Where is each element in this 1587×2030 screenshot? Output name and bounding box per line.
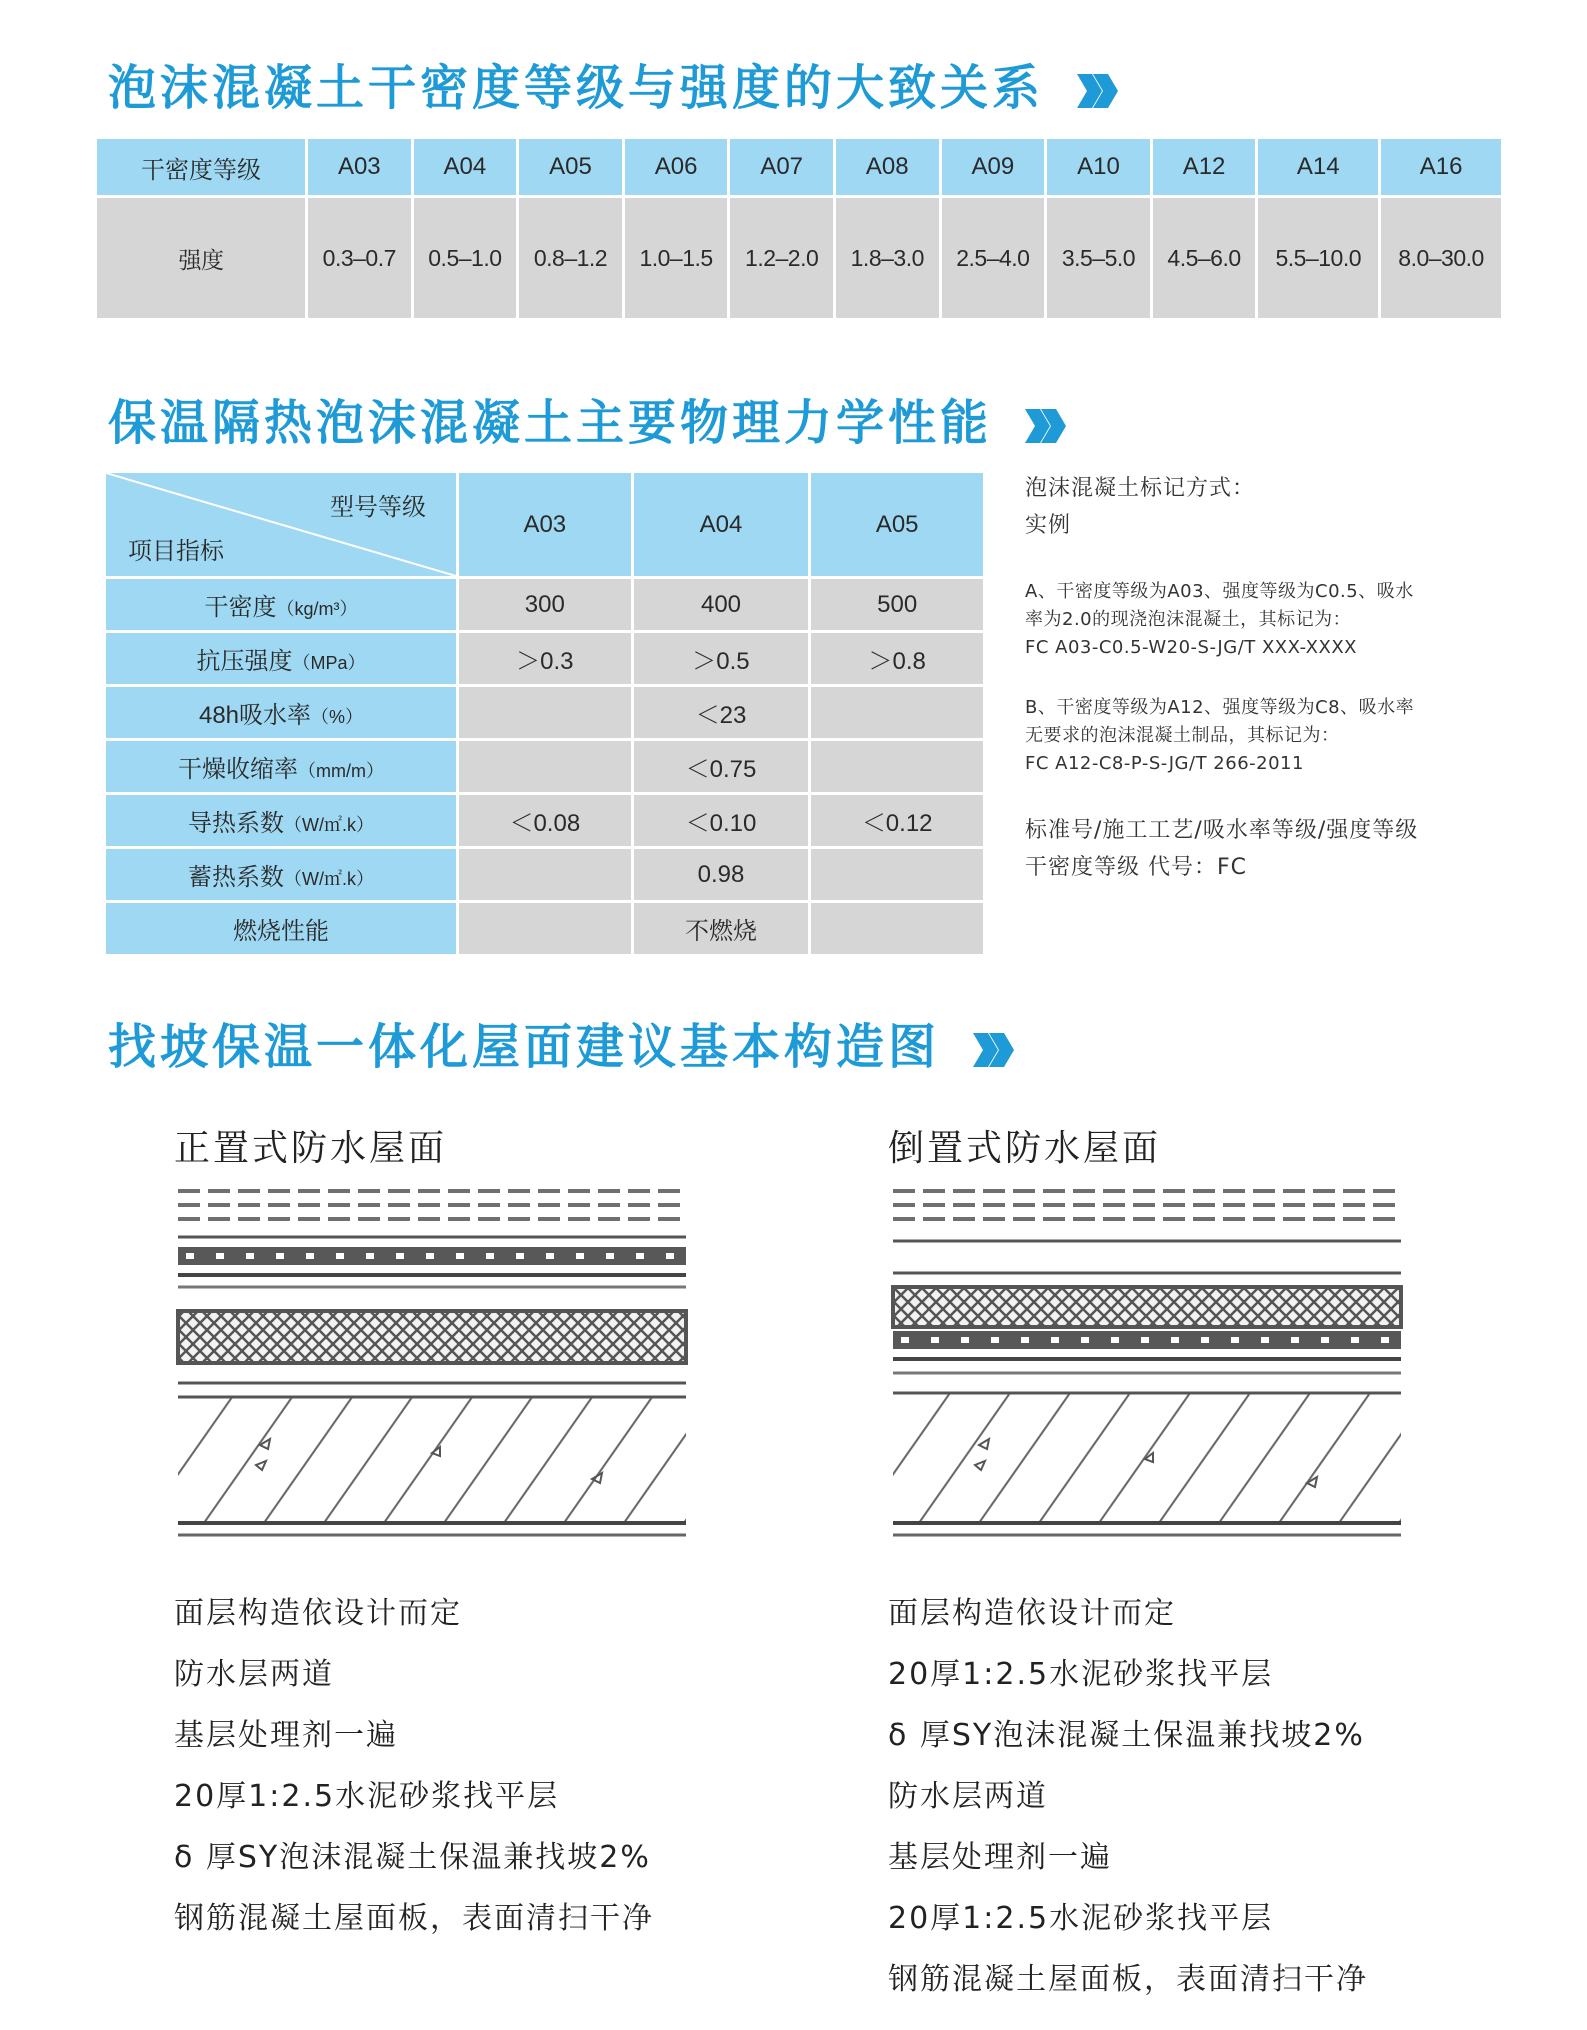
grade-cell: A14 <box>1258 139 1378 195</box>
section2-title: 保温隔热泡沫混凝土主要物理力学性能 <box>108 399 1069 447</box>
grade-cell: A09 <box>942 139 1045 195</box>
strength-row-header: 强度 <box>97 198 305 318</box>
marking-heading: 泡沫混凝土标记方式： <box>1025 476 1256 501</box>
example-a-code: FC A03-C0.5-W20-S-JG/T XXX-XXXX <box>1025 637 1357 658</box>
table-row <box>106 849 983 900</box>
property-label: 导热系数 <box>188 810 284 837</box>
column-header-cell: A04 <box>634 473 809 576</box>
grade-cell: A07 <box>730 139 833 195</box>
empty-cell <box>459 687 631 738</box>
value-cell: 400 <box>634 579 809 630</box>
merged-value-cell: 不燃烧 <box>634 903 809 954</box>
table-row <box>106 741 983 792</box>
strength-cell: 0.8–1.2 <box>519 198 622 318</box>
table-row <box>106 687 983 738</box>
layer-item: 基层处理剂一遍 <box>174 1718 398 1753</box>
empty-cell <box>459 849 631 900</box>
value-cell: ＞0.3 <box>459 633 631 684</box>
layer-item: δ 厚SY泡沫混凝土保温兼找坡2% <box>888 1718 1365 1753</box>
grade-cell: A06 <box>625 139 728 195</box>
legend-line1: 标准号/施工工艺/吸水率等级/强度等级 <box>1025 818 1419 843</box>
table-row <box>106 579 983 630</box>
legend-line2: 干密度等级 代号：FC <box>1025 855 1248 880</box>
strength-cell: 0.5–1.0 <box>414 198 517 318</box>
empty-cell <box>811 741 983 792</box>
layer-item: 防水层两道 <box>174 1657 334 1692</box>
example-b-code: FC A12-C8-P-S-JG/T 266-2011 <box>1025 753 1304 774</box>
example-b-line1: B、干密度等级为A12、强度等级为C8、吸水率 <box>1025 697 1415 718</box>
property-unit: （W/㎡.k） <box>284 869 374 889</box>
section3-title: 找坡保温一体化屋面建议基本构造图 <box>108 1023 1017 1071</box>
property-label-cell <box>106 741 456 792</box>
property-label-cell <box>106 795 456 846</box>
strength-cell: 1.8–3.0 <box>836 198 939 318</box>
grade-cell: A10 <box>1047 139 1150 195</box>
grade-cell: A03 <box>308 139 411 195</box>
value-cell: 300 <box>459 579 631 630</box>
grade-cell: A08 <box>836 139 939 195</box>
example-heading: 实例 <box>1025 513 1072 538</box>
empty-cell <box>459 903 631 954</box>
empty-cell <box>811 687 983 738</box>
property-label-cell <box>106 903 456 954</box>
upright-roof-diagram <box>172 1183 692 1545</box>
property-unit: （MPa） <box>292 653 366 673</box>
property-label-cell <box>106 687 456 738</box>
upright-roof-layers <box>174 1583 654 1949</box>
property-label: 干密度 <box>204 594 277 621</box>
strength-cell: 2.5–4.0 <box>942 198 1045 318</box>
value-cell: ＞0.8 <box>811 633 983 684</box>
strength-cell: 3.5–5.0 <box>1047 198 1150 318</box>
value-cell: 500 <box>811 579 983 630</box>
layer-item: 20厚1:2.5水泥砂浆找平层 <box>888 1901 1274 1936</box>
strength-cell: 4.5–6.0 <box>1153 198 1256 318</box>
double-chevron-icon <box>1075 71 1121 111</box>
layer-item: 防水层两道 <box>888 1779 1048 1814</box>
property-unit: （%） <box>311 707 364 727</box>
layer-item: 面层构造依设计而定 <box>174 1596 462 1631</box>
property-label: 蓄热系数 <box>188 864 284 891</box>
value-cell: ＜0.12 <box>811 795 983 846</box>
merged-value-cell: ＜0.75 <box>634 741 809 792</box>
double-chevron-icon <box>971 1030 1017 1070</box>
merged-value-cell: 0.98 <box>634 849 809 900</box>
inverted-roof-diagram <box>887 1183 1407 1545</box>
property-unit: （kg/m³） <box>276 599 358 619</box>
example-a-line1: A、干密度等级为A03、强度等级为C0.5、吸水 <box>1025 581 1414 602</box>
empty-cell <box>811 849 983 900</box>
grade-cell: A16 <box>1381 139 1501 195</box>
grade-row-header: 干密度等级 <box>97 139 305 195</box>
column-header-cell: A03 <box>459 473 631 576</box>
property-label-cell <box>106 849 456 900</box>
property-label: 抗压强度 <box>196 648 293 675</box>
property-label-cell <box>106 579 456 630</box>
header-model-grade: 型号等级 <box>330 494 426 521</box>
grade-cell: A12 <box>1153 139 1256 195</box>
property-label: 48h吸水率 <box>198 702 312 729</box>
table-row <box>106 795 983 846</box>
property-unit: （W/㎡.k） <box>284 815 374 835</box>
grade-cell: A05 <box>519 139 622 195</box>
layer-item: 20厚1:2.5水泥砂浆找平层 <box>174 1779 560 1814</box>
grade-cell: A04 <box>414 139 517 195</box>
strength-cell: 1.0–1.5 <box>625 198 728 318</box>
section1-title: 泡沫混凝土干密度等级与强度的大致关系 <box>108 64 1121 112</box>
layer-item: 钢筋混凝土屋面板，表面清扫干净 <box>888 1962 1368 1997</box>
column-header-cell: A05 <box>811 473 983 576</box>
header-item-index: 项目指标 <box>128 538 224 565</box>
density-strength-table <box>94 136 1504 321</box>
diagonal-header-cell <box>106 473 456 576</box>
merged-value-cell: ＜23 <box>634 687 809 738</box>
right-roof-title: 倒置式防水屋面 <box>888 1128 1162 1169</box>
strength-cell: 1.2–2.0 <box>730 198 833 318</box>
property-unit: （mm/m） <box>298 761 384 781</box>
layer-item: 面层构造依设计而定 <box>888 1596 1176 1631</box>
value-cell: ＜0.08 <box>459 795 631 846</box>
left-roof-title: 正置式防水屋面 <box>174 1128 448 1169</box>
empty-cell <box>459 741 631 792</box>
value-cell: ＜0.10 <box>634 795 809 846</box>
empty-cell <box>811 903 983 954</box>
property-label: 燃烧性能 <box>233 918 329 945</box>
property-label: 干燥收缩率 <box>178 756 298 783</box>
example-a-line2: 率为2.0的现浇泡沫混凝土，其标记为： <box>1025 609 1352 630</box>
strength-cell: 8.0–30.0 <box>1381 198 1501 318</box>
value-cell: ＞0.5 <box>634 633 809 684</box>
inverted-roof-layers <box>888 1583 1368 2010</box>
layer-item: 基层处理剂一遍 <box>888 1840 1112 1875</box>
strength-cell: 5.5–10.0 <box>1258 198 1378 318</box>
physical-properties-table <box>103 470 986 957</box>
table-row <box>106 903 983 954</box>
layer-item: δ 厚SY泡沫混凝土保温兼找坡2% <box>174 1840 651 1875</box>
property-label-cell <box>106 633 456 684</box>
example-b-line2: 无要求的泡沫混凝土制品，其标记为： <box>1025 725 1340 746</box>
strength-cell: 0.3–0.7 <box>308 198 411 318</box>
layer-item: 钢筋混凝土屋面板，表面清扫干净 <box>174 1901 654 1936</box>
table-row <box>106 633 983 684</box>
layer-item: 20厚1:2.5水泥砂浆找平层 <box>888 1657 1274 1692</box>
double-chevron-icon <box>1023 406 1069 446</box>
